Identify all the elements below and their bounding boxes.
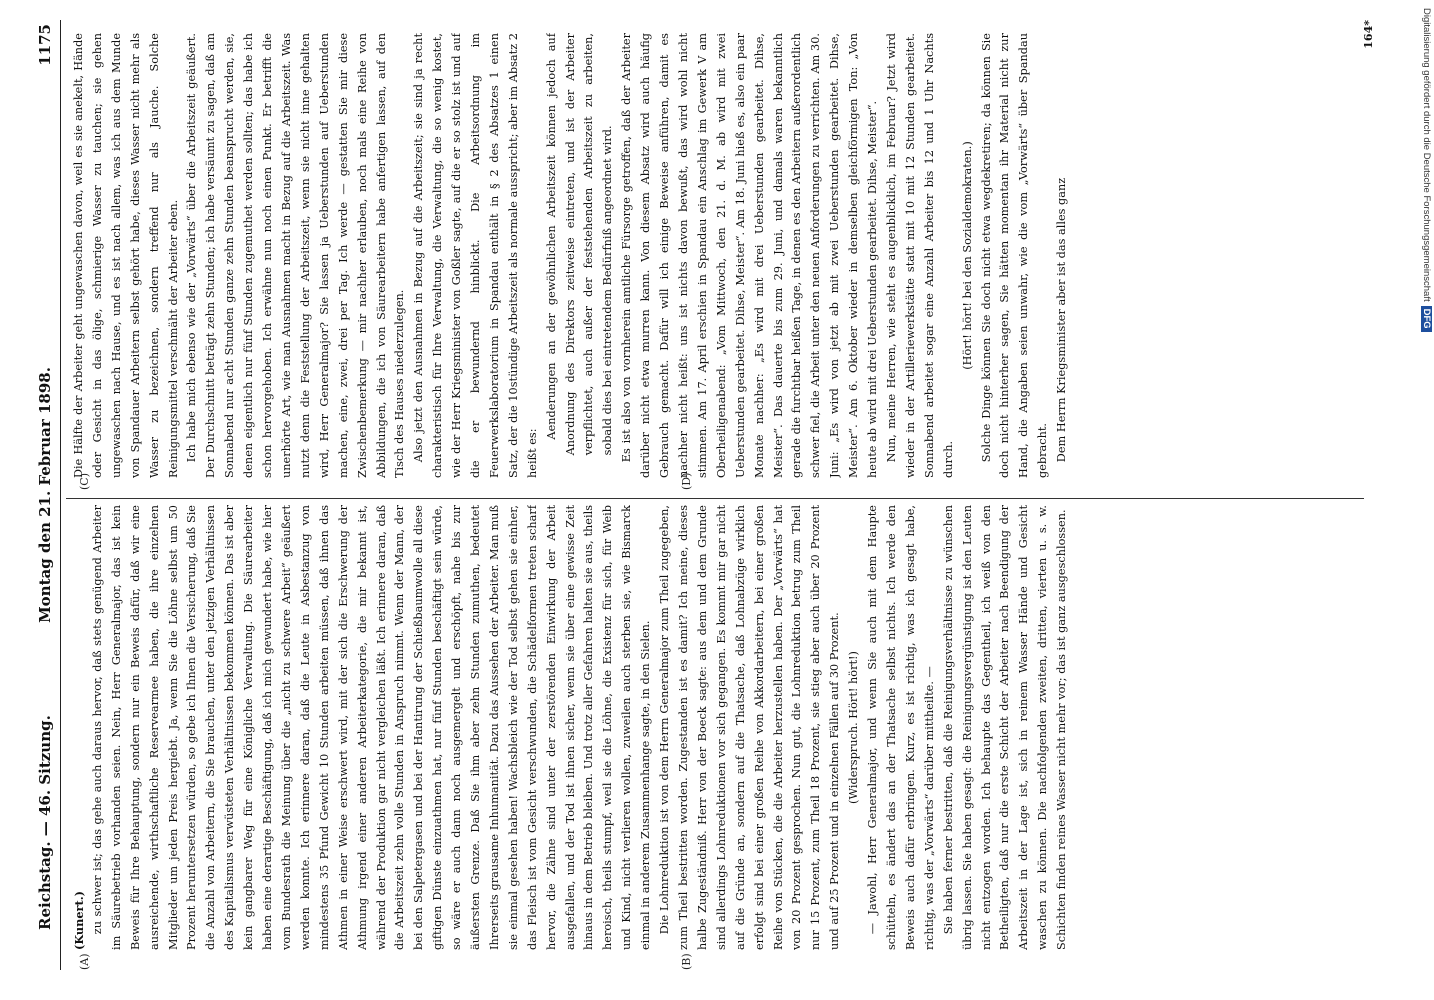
paragraph: Dem Herrn Kriegsminister aber ist das alles ganz <box>1055 177 1069 463</box>
paragraph: Ich habe mich ebenso wie der „Vorwärts“ über die Arbeitszeit geäußert. Der Durchschnitt beträgt zehn Stunden; ich habe versäumt zu sagen, daß am Sonnabend nur acht Stunden ganze zehn Stunden beansprucht werden, sie, denen eigentlich nur fünf Stunden zugemuthet werden sollten; das habe ich schon hervorgehoben. Ich erwähne nun noch einen Punkt. Er betrifft die unerhörte Art, wie man Ausnahmen macht in Bezug auf die Arbeitszeit. Was nutzt denn die Feststellung der Arbeitszeit, wenn sie nicht inne gehalten wird, Herr Generalmajor? Sie lassen ja Ueberstunden auf Ueberstunden machen, eine, zwei, drei per Tag. Ich werde — gestatten Sie mir diese Zwischenbemerkung — mir nachher erlauben, noch mals eine Reihe von Abbildungen, die ich von Säurearbeitern habe anfertigen lassen, auf den Tisch des Hauses niederzulegen. <box>185 33 407 478</box>
paragraph: Die Hälfte der Arbeiter geht ungewaschen davon, weil es sie anekelt, Hände oder Gesicht in das ölige, schmierige Wasser zu tauchen; sie gehen ungewaschen nach Hause, und es ist nach allem, was ich aus dem Munde von Spandauer Arbeitern selbst gehört habe, dieses Wasser nicht mehr als Wasser zu bezeichnen, sondern treffend nur als Jauche. Solche Reinigungsmittel verschmäht der Arbeiter eben. <box>72 33 180 478</box>
header-date: Montag den 21. Februar 1898. <box>36 367 54 623</box>
interjection: (Hört! hört! bei den Sozialdemokraten.) <box>960 141 974 370</box>
credit-text-wrap <box>1418 8 1432 993</box>
margin-mark-c: (C) <box>78 473 91 490</box>
column-divider <box>66 498 1364 499</box>
paragraph: zu schwer ist; das gehe auch daraus hervor, daß stets genügend Arbeiter im Säurebetrieb vorhanden seien. Nein, Herr Generalmajor, das ist kein Beweis für Ihre Behauptung, sondern nur ein Beweis dafür, daß wir eine ausreichende, wirthschaftliche Reservearmee haben, die ihre einzelnen Mitglieder um jeden Preis hergiebt. Ja, wenn Sie die Löhne selbst um 50 Prozent heruntersetzen würden, so gebe ich Ihnen die Versicherung, daß Sie die Anzahl von Arbeitern, die Sie brauchen, unter den jetzigen Verhältnissen des Kapitalismus verwüsteten Verhältnissen bekommen können. Das ist aber kein gangbarer Weg für eine Königliche Verwaltung. Die Säurearbeiter haben eine derartige Beschäftigung, daß ich mich gewundert habe, wie hier vom Bundesrath die Meinung über die „nicht zu schwere Arbeit“ geäußert werden konnte. Ich erinnere daran, daß die Leute in Asbestanzug von mindestens 35 Pfund Gewicht 10 Stunden arbeiten müssen, daß ihnen das Athmen in einer Weise erschwert wird, mit der sich die Erschwerung der Athmung irgend einer anderen Arbeiterkategorie, die mir bekannt ist, während der Produktion gar nicht vergleichen läßt. Ich erinnere daran, daß die Arbeitszeit zehn volle Stunden in Anspruch nimmt. Wenn der Mann, der bei den Salpetergasen und bei der Hantirung der Schießbaumwolle all diese giftigen Dünste einzuathmen hat, nur fünf Stunden beschäftigt sein würde, so wäre er auch dann noch ausgemergelt und erschöpft, nahe bis zur äußersten Grenze. Daß Sie ihm aber zehn Stunden zumuthen, bedeutet Ihrerseits grausame Inhumanität. Dazu das Aussehen der Arbeiter. Man muß sie einmal gesehen haben! Wachsbleich wie der Tod selbst gehen sie einher, das Fleisch ist vom Gesicht verschwunden, die Schädelformen treten scharf hervor, die Zähne sind unter der zerstörenden Einwirkung der Arbeit ausgefallen, und der Tod ist ihnen sicher, wenn sie über eine gewisse Zeit hinaus in dem Betrieb bleiben. Und trotz aller Gefahren halten sie aus, theils heroisch, theils stumpf, weil sie die Löhne, die Existenz für sich, für Weib und Kind, nicht verlieren wollen, zuweilen auch sterben sie, wie Bismarck einmal in anderem Zusammenhange sagte, in den Sielen. <box>90 505 653 950</box>
paragraph: Also jetzt den Ausnahmen in Bezug auf die Arbeitszeit; sie sind ja recht charakteristisch für Ihre Verwaltung, die Verwaltung, die so wenig kostet, wie der Herr Kriegsminister von Goßler sagte, auf die er so stolz ist und auf die er bewundernd hinblickt. Die Arbeitsordnung im Feuerwerkslaboratorium in Spandau enthält in § 2 des Absatzes 1 einen Satz, der die 10stündige Arbeitszeit als normale ausspricht; aber im Absatz 2 heißt es: <box>412 33 539 478</box>
margin-mark-a: (A) <box>78 953 91 970</box>
paragraph: — Jawohl, Herr Generalmajor, und wenn Sie auch mit dem Haupte schütteln, es ändert das an der Thatsache selbst nichts. Ich werde den Beweis auch dafür erbringen. Kurz, es ist richtig, was ich gesagt habe, richtig, was der „Vorwärts“ darüber mittheilte. — <box>866 505 936 950</box>
paragraph: Sie haben ferner bestritten, daß die Reinigungsverhältnisse zu wünschen übrig lassen. Sie haben gesagt: die Reinigungsvergünstigung ist den Leuten nicht entzogen worden. Ich behaupte das Gegentheil, ich weiß von den Betheiligten, daß nur die erste Schicht der Arbeiter nach Beendigung der Arbeitszeit in der Lage ist, sich in reinem Wasser Hände und Gesicht waschen zu können. Die nachfolgenden zweiten, dritten, vierten u. s. w. Schichten finden reines Wasser nicht mehr vor; das ist ganz ausgeschlossen. <box>941 505 1069 950</box>
sheet-signature: 164* <box>1362 20 1375 49</box>
header-session: Reichstag. — 46. Sitzung. <box>36 715 54 930</box>
interjection: (Widerspruch. Hört! hört!) <box>847 651 861 804</box>
dfg-logo: DFG <box>1421 306 1432 332</box>
margin-mark-d: (D) <box>680 472 693 490</box>
left-column <box>70 505 1360 950</box>
right-column <box>70 33 1360 478</box>
digitization-credit <box>1418 8 1432 993</box>
paragraph: Es ist also von vornherein amtliche Fürsorge getroffen, daß der Arbeiter darüber nicht etwa murren kann. Von diesem Absatz wird auch häufig Gebrauch gemacht. Dafür will ich einige Beweise anführen, damit es nachher nicht heißt: uns ist nichts davon bewußt, das wird wohl nicht stimmen. Am 17. April erschien in Spandau ein Anschlag im Gewerk V am Oberheiligenabend: „Vom Mittwoch, den 21. d. M. ab wird mit zwei Ueberstunden gearbeitet. Dihse, Meister“. Am 18. Juni hieß es, also ein paar Monate nachher: „Es wird mit drei Ueberstunden gearbeitet. Dihse, Meister“. Das dauerte bis zum 29. Juni, und damals waren bekanntlich gerade die furchtbar heißen Tage, in denen es den Arbeitern außerordentlich schwer fiel, die Arbeit unter den neuen Anforderungen zu verrichten. Am 30. Juni: „Es wird von jetzt ab mit zwei Ueberstunden gearbeitet. Dihse, Meister“. Am 6. Oktober wieder in demselben gleichförmigen Ton: „Von heute ab wird mit drei Ueberstunden gearbeitet. Dihse, Meister“. <box>620 33 880 478</box>
quoted-regulation: Aenderungen an der gewöhnlichen Arbeitszeit können jedoch auf Anordnung des Direktors zeitweise eintreten, und ist der Arbeiter verpflichtet, auch außer der feststehenden Arbeitszeit zu arbeiten, sobald dies bei eintretendem Bedürfniß angeordnet wird. <box>544 33 615 456</box>
page-header <box>30 20 61 970</box>
paragraph: Solche Dinge können Sie doch nicht etwa wegdekretiren; da können Sie doch nicht hinterher sagen, Sie hätten momentan ihr Material nicht zur Hand, die Angaben seien unwahr, wie die vom „Vorwärts“ über Spandau gebracht. <box>979 33 1050 478</box>
paragraph: Die Lohnreduktion ist von dem Herrn Generalmajor zum Theil zugegeben, zum Theil bestritten worden. Zugestanden ist es damit? Ich meine, dieses halbe Zugeständniß. Herr von der Boeck sagte: aus dem und dem Grunde sind allerdings Lohnreduktionen vor sich gegangen. Es kommt mir gar nicht auf die Gründe an, sondern auf die Thatsache, daß Lohnabzüge wirklich erfolgt sind bei einer großen Reihe von Akkordarbeitern, bei einer großen Reihe von Stücken, die die Arbeiter herzustellen haben. Der „Vorwärts“ hat von 20 Prozent gesprochen. Nun gut, die Lohnreduktion betrug zum Theil nur 15 Prozent, zum Theil 18 Prozent, sie stieg aber auch über 20 Prozent und auf 25 Prozent und in einzelnen Fällen auf 30 Prozent. <box>658 505 842 950</box>
credit-text: Digitalisierung gefördert durch die Deutsche Forschungsgemeinschaft <box>1421 8 1432 302</box>
speaker-name: (Kunert.) <box>72 891 86 950</box>
paragraph: Nun, meine Herren, wie steht es augenblicklich, im Februar? Jetzt wird wieder in der Artilleriewerkstätte statt mit 10 mit 12 Stunden gearbeitet. Sonnabend arbeitet sogar eine Anzahl Arbeiter bis 12 und 1 Uhr Nachts durch. <box>884 33 955 478</box>
margin-mark-b: (B) <box>680 953 693 970</box>
newspaper-sheet <box>30 20 1375 970</box>
page-number: 1175 <box>36 24 54 66</box>
